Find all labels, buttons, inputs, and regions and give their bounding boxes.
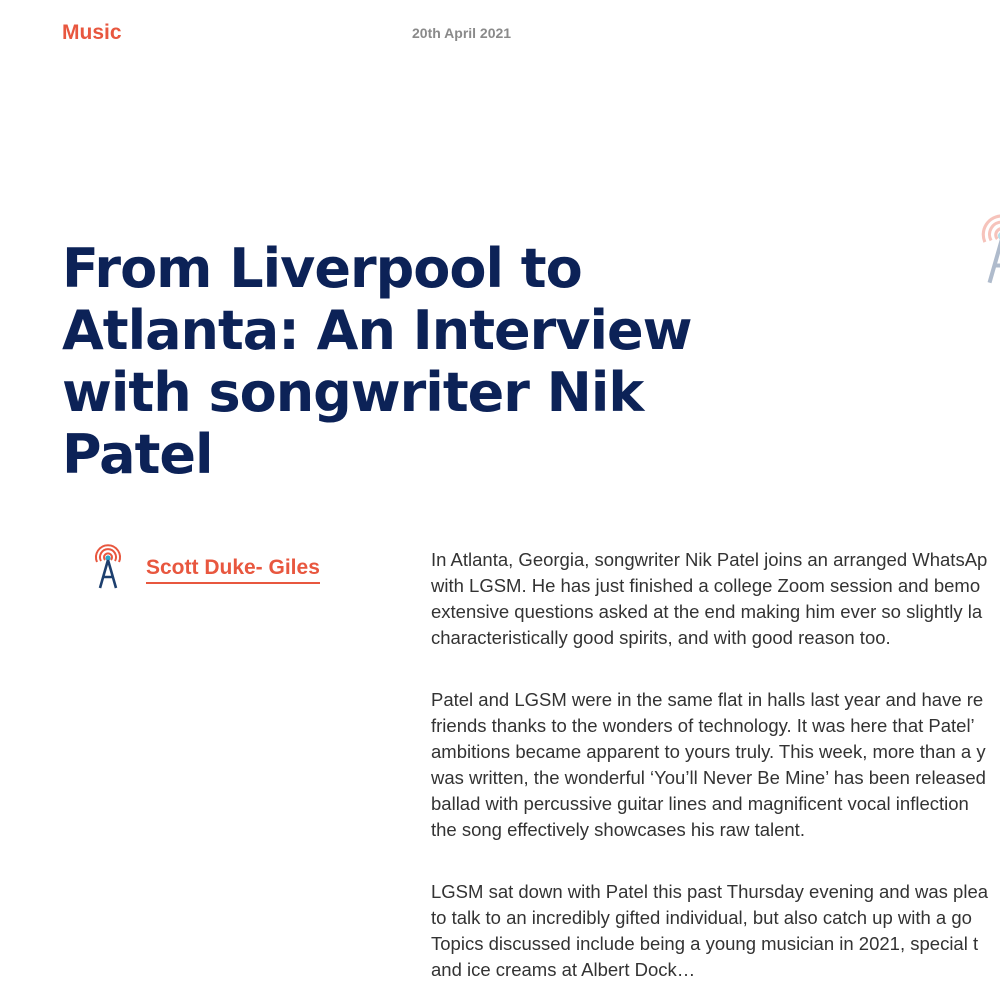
category-link[interactable]: Music <box>62 21 122 44</box>
article-paragraph <box>431 879 1000 983</box>
paragraph-line: ambitions became apparent to yours truly. This week, more than a y <box>431 741 986 762</box>
article-body <box>431 547 1000 1000</box>
paragraph-line: LGSM sat down with Patel this past Thursday evening and was plea <box>431 881 989 902</box>
publish-date: 20th April 2021 <box>412 25 512 41</box>
paragraph-line: to talk to an incredibly gifted individual, but also catch up with a go <box>431 907 972 928</box>
paragraph-line: characteristically good spirits, and with good reason too. <box>431 627 891 648</box>
article-title: From Liverpool to Atlanta: An Interview with songwriter Nik Patel <box>62 237 692 486</box>
paragraph-line: Topics discussed include being a young musician in 2021, special t <box>431 933 979 954</box>
radio-tower-icon <box>88 544 128 594</box>
paragraph-line: and ice creams at Albert Dock… <box>431 959 696 980</box>
paragraph-line: ballad with percussive guitar lines and magnificent vocal inflection <box>431 793 969 814</box>
paragraph-line: friends thanks to the wonders of technology. It was here that Patel’ <box>431 715 975 736</box>
author-link[interactable]: Scott Duke- Giles <box>146 555 320 584</box>
radio-tower-icon <box>966 214 1000 292</box>
author-byline <box>88 544 320 594</box>
paragraph-line: Patel and LGSM were in the same flat in halls last year and have re <box>431 689 984 710</box>
article-paragraph <box>431 687 1000 843</box>
paragraph-line: the song effectively showcases his raw talent. <box>431 819 805 840</box>
paragraph-line: In Atlanta, Georgia, songwriter Nik Patel joins an arranged WhatsAp <box>431 549 988 570</box>
paragraph-line: with LGSM. He has just finished a college Zoom session and bemo <box>431 575 981 596</box>
paragraph-line: was written, the wonderful ‘You’ll Never Be Mine’ has been released <box>431 767 986 788</box>
paragraph-line: extensive questions asked at the end making him ever so slightly la <box>431 601 983 622</box>
article-paragraph <box>431 547 1000 651</box>
